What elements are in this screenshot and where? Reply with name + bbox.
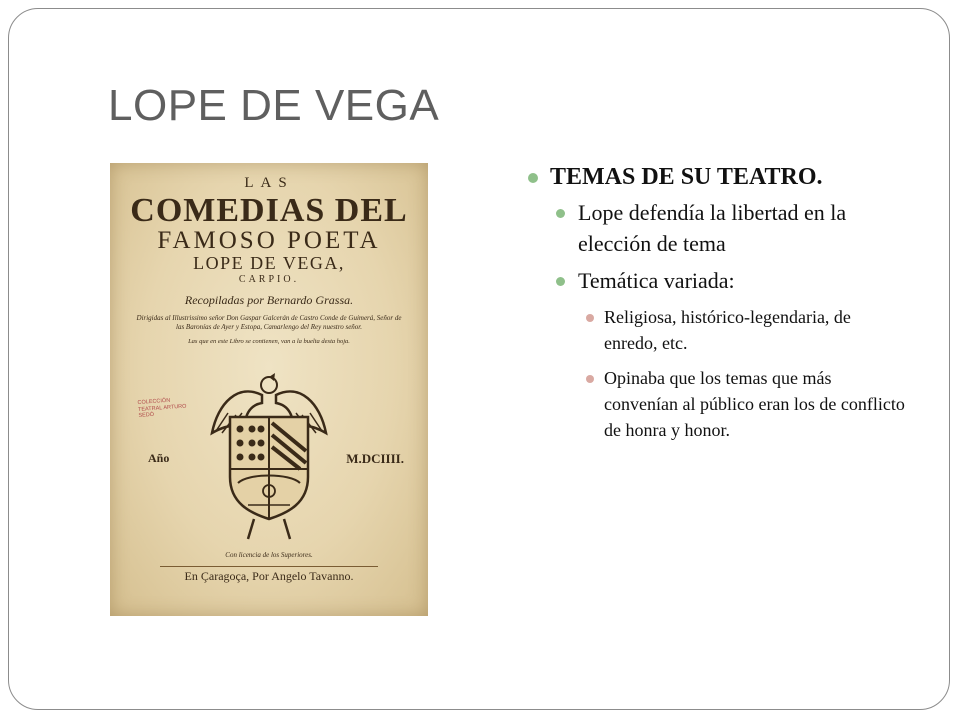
cover-secondary-line: Las que en este Libro se contienen, van a la buelta desta hoja.: [188, 337, 350, 345]
cover-famoso: FAMOSO POETA: [157, 227, 381, 254]
bullet-heading: [528, 162, 908, 192]
sub-bullet-dot-icon: [586, 314, 594, 322]
bullet-heading-text: TEMAS DE SU TEATRO.: [550, 164, 823, 190]
bullet-item-text: Lope defendía la libertad en la elección de tema: [578, 200, 847, 256]
cover-place: En Çaragoça, Por Angelo Tavanno.: [184, 569, 354, 583]
sub-bullet-item-text: Religiosa, histórico-legendaria, de enredo, etc.: [604, 307, 851, 354]
cover-lope: LOPE DE VEGA,: [193, 253, 345, 274]
bullet-item-text: Temática variada:: [578, 267, 735, 293]
cover-stamp: COLECCIÓN TEATRAL ARTURO SEDÓ: [137, 397, 187, 420]
cover-dirigidas: Dirigidas al Illustrissimo señor Don Gaspar Galcerán de Castro Conde de Guimerá, Señor de las Baronías de Ayer y Estopa, Camarlengo del Rey nuestro señor.: [136, 314, 402, 331]
cover-recopiladas: Recopiladas por Bernardo Grassa.: [184, 293, 354, 308]
coat-of-arms-icon: [208, 373, 330, 543]
sub-bullet-item-text: Opinaba que los temas que más convenían al público eran los de conflicto de honra y honor.: [604, 367, 905, 440]
bullet-list: [528, 162, 908, 443]
cover-carpio: CARPIO.: [238, 274, 300, 286]
book-cover-image: [110, 163, 428, 616]
bullet-dot-icon: [556, 209, 565, 218]
bullet-dot-icon: [556, 277, 565, 286]
cover-ano: Año: [148, 451, 170, 465]
bullet-item: [556, 266, 908, 297]
sub-bullet-item: [586, 304, 908, 356]
sub-bullet-dot-icon: [586, 375, 594, 383]
bullet-dot-icon: [528, 173, 538, 183]
sub-bullet-item: [586, 365, 908, 443]
cover-las: LAS: [244, 175, 294, 191]
slide-title: LOPE DE VEGA: [108, 81, 440, 130]
cover-divider: [160, 566, 378, 567]
cover-comedias: COMEDIAS DEL: [130, 192, 408, 229]
bullet-item: [556, 198, 908, 260]
cover-licencia: Con licencia de los Superiores.: [225, 551, 313, 559]
cover-year: M.DCIIII.: [346, 451, 404, 466]
